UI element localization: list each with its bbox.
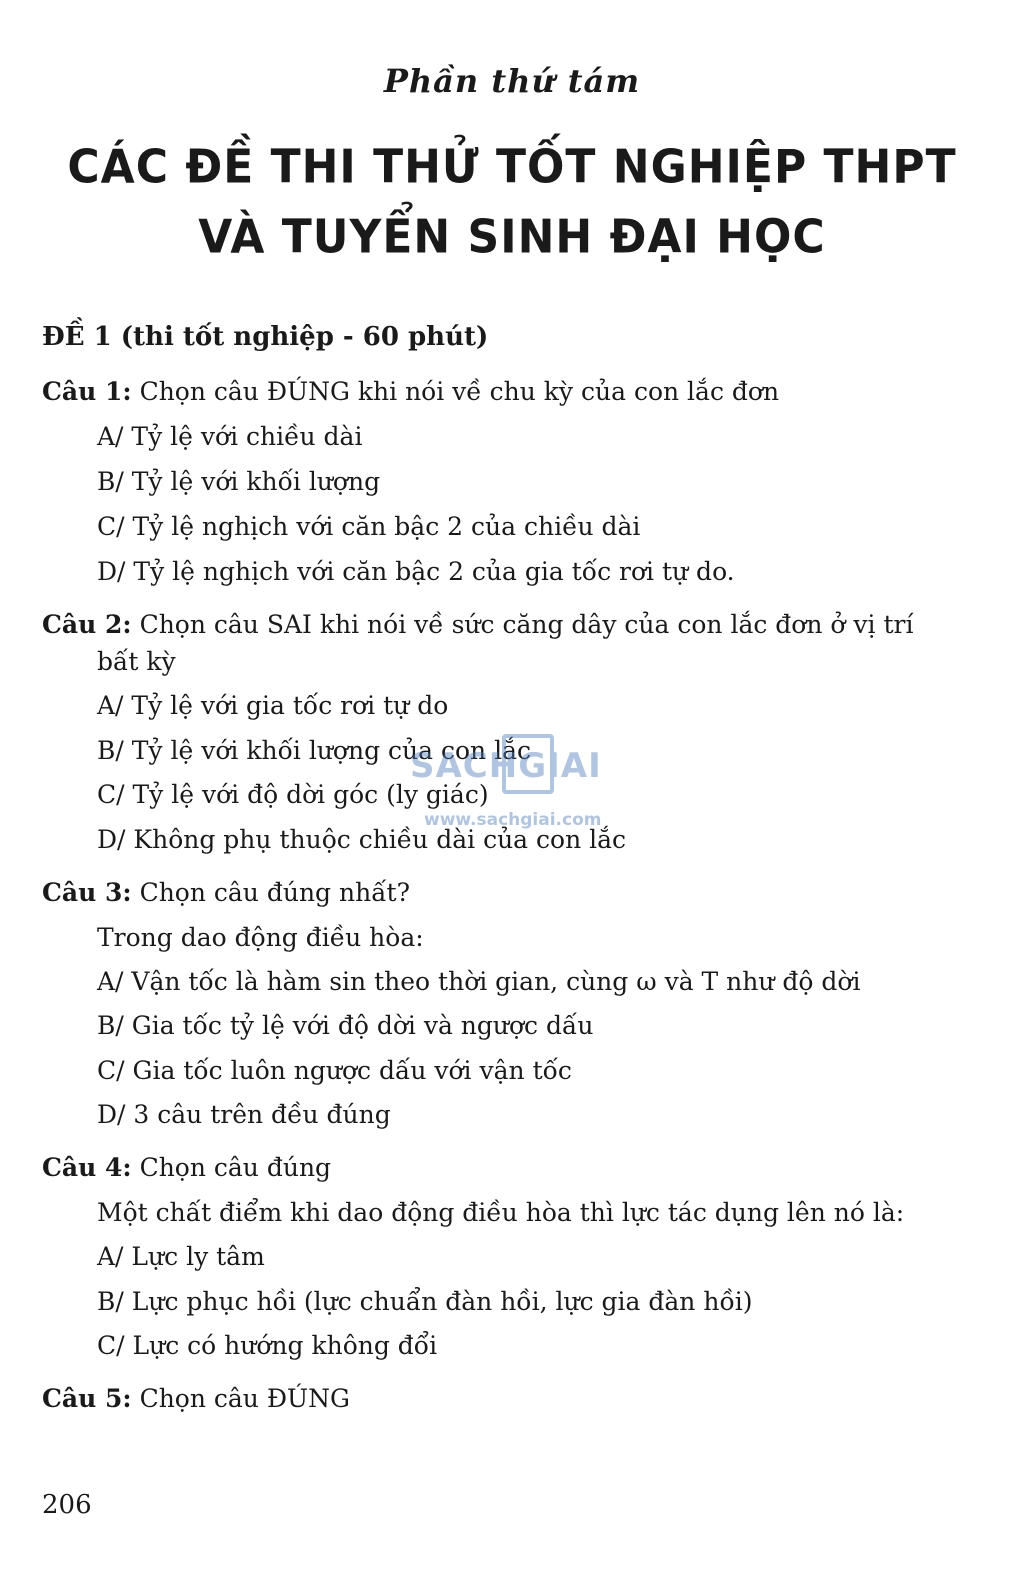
question-label: Câu 3: xyxy=(42,878,132,907)
question-label: Câu 4: xyxy=(42,1153,132,1182)
question-text: Chọn câu SAI khi nói về sức căng dây của con lắc đơn ở vị trí xyxy=(139,610,914,639)
question-label: Câu 2: xyxy=(42,610,132,639)
option: D/ 3 câu trên đều đúng xyxy=(97,1100,391,1129)
question-stem: Trong dao động điều hòa: xyxy=(97,923,424,952)
question-5 xyxy=(42,1384,350,1413)
question-stem: Một chất điểm khi dao động điều hòa thì lực tác dụng lên nó là: xyxy=(97,1198,905,1227)
question-text: Chọn câu đúng xyxy=(139,1153,332,1182)
option: A/ Tỷ lệ với gia tốc rơi tự do xyxy=(97,691,449,720)
option: A/ Vận tốc là hàm sin theo thời gian, cùng ω và T như độ dời xyxy=(97,967,861,996)
question-3 xyxy=(42,878,410,907)
option: D/ Không phụ thuộc chiều dài của con lắc xyxy=(97,825,627,854)
option: C/ Lực có hướng không đổi xyxy=(97,1331,438,1360)
option: B/ Tỷ lệ với khối lượng của con lắc xyxy=(97,736,531,765)
main-title-line-1: CÁC ĐỀ THI THỬ TỐT NGHIỆP THPT xyxy=(67,140,957,195)
option: B/ Tỷ lệ với khối lượng xyxy=(97,467,381,496)
question-1 xyxy=(42,377,779,406)
option: C/ Gia tốc luôn ngược dấu với vận tốc xyxy=(97,1056,572,1085)
option: B/ Lực phục hồi (lực chuẩn đàn hồi, lực gia đàn hồi) xyxy=(97,1287,753,1316)
option: A/ Tỷ lệ với chiều dài xyxy=(97,422,363,451)
option: B/ Gia tốc tỷ lệ với độ dời và ngược dấu xyxy=(97,1011,594,1040)
option: C/ Tỷ lệ với độ dời góc (ly giác) xyxy=(97,780,489,809)
watermark-logo xyxy=(410,734,620,834)
question-2 xyxy=(42,610,913,639)
exam-heading: ĐỀ 1 (thi tốt nghiệp - 60 phút) xyxy=(42,322,489,352)
question-text: Chọn câu ĐÚNG khi nói về chu kỳ của con lắc đơn xyxy=(139,377,780,406)
part-title: Phần thứ tám xyxy=(383,62,641,100)
page-number: 206 xyxy=(42,1490,92,1520)
question-4 xyxy=(42,1153,331,1182)
question-text: Chọn câu đúng nhất? xyxy=(139,878,410,907)
question-label: Câu 1: xyxy=(42,377,132,406)
question-text-continued: bất kỳ xyxy=(97,647,176,676)
option: D/ Tỷ lệ nghịch với căn bậc 2 của gia tốc rơi tự do. xyxy=(97,557,735,586)
watermark-url: www.sachgiai.com xyxy=(424,810,602,830)
option: A/ Lực ly tâm xyxy=(97,1242,265,1271)
question-label: Câu 5: xyxy=(42,1384,132,1413)
main-title-line-2: VÀ TUYỂN SINH ĐẠI HỌC xyxy=(198,210,826,265)
watermark-name: SACHGIAI xyxy=(410,746,602,786)
option: C/ Tỷ lệ nghịch với căn bậc 2 của chiều dài xyxy=(97,512,641,541)
question-text: Chọn câu ĐÚNG xyxy=(139,1384,350,1413)
